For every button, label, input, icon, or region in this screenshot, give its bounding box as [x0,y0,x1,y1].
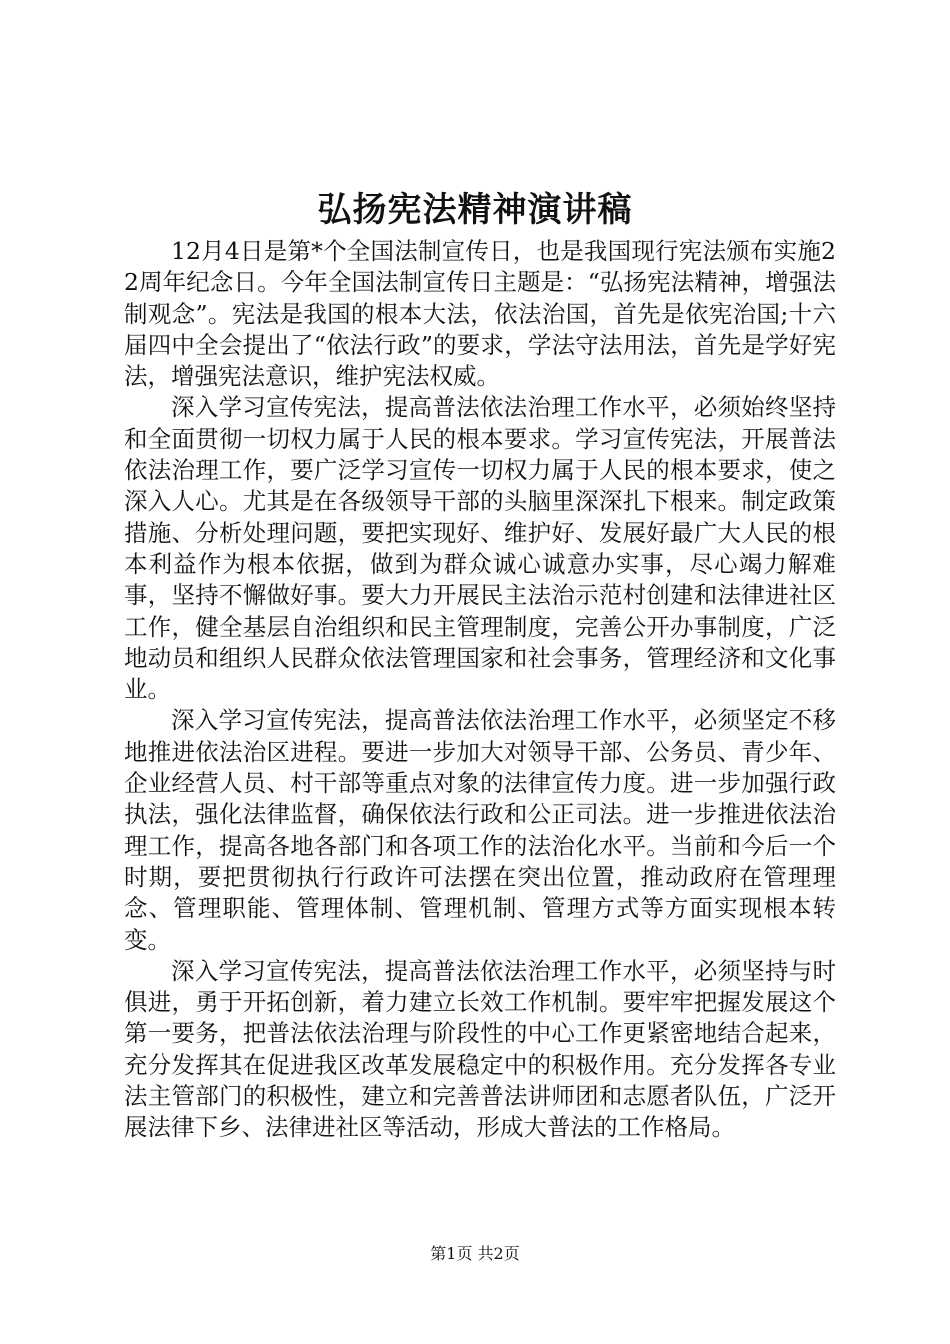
paragraph-1: 12月4日是第*个全国法制宣传日，也是我国现行宪法颁布实施22周年纪念日。今年全国法制宣传日主题是：“弘扬宪法精神，增强法制观念”。宪法是我国的根本大法，依法治国，首先是依宪治国;十六届四中全会提出了“依法行政”的要求，学法守法用法，首先是学好宪法，增强宪法意识，维护宪法权威。 [124,237,836,391]
page-title: 弘扬宪法精神演讲稿 [317,190,633,230]
document-body [124,236,836,1144]
paragraph-2: 深入学习宣传宪法，提高普法依法治理工作水平，必须始终坚持和全面贯彻一切权力属于人民的根本要求。学习宣传宪法，开展普法依法治理工作，要广泛学习宣传一切权力属于人民的根本要求，使之深入人心。尤其是在各级领导干部的头脑里深深扎下根来。制定政策措施、分析处理问题，要把实现好、维护好、发展好最广大人民的根本利益作为根本依据，做到为群众诚心诚意办实事，尽心竭力解难事，坚持不懈做好事。要大力开展民主法治示范村创建和法律进社区工作，健全基层自治组织和民主管理制度，完善公开办事制度，广泛地动员和组织人民群众依法管理国家和社会事务，管理经济和文化事业。 [124,393,836,704]
paragraph-4: 深入学习宣传宪法，提高普法依法治理工作水平，必须坚持与时俱进，勇于开拓创新，着力建立长效工作机制。要牢牢把握发展这个第一要务，把普法依法治理与阶段性的中心工作更紧密地结合起来，充分发挥其在促进我区改革发展稳定中的积极作用。充分发挥各专业法主管部门的积极性，建立和完善普法讲师团和志愿者队伍，广泛开展法律下乡、法律进社区等活动，形成大普法的工作格局。 [124,956,836,1142]
page-number-footer: 第1页 共2页 [430,1244,520,1263]
paragraph-3: 深入学习宣传宪法，提高普法依法治理工作水平，必须坚定不移地推进依法治区进程。要进一步加大对领导干部、公务员、青少年、企业经营人员、村干部等重点对象的法律宣传力度。进一步加强行政执法，强化法律监督，确保依法行政和公正司法。进一步推进依法治理工作，提高各地各部门和各项工作的法治化水平。当前和今后一个时期，要把贯彻执行行政许可法摆在突出位置，推动政府在管理理念、管理职能、管理体制、管理机制、管理方式等方面实现根本转变。 [124,706,836,954]
